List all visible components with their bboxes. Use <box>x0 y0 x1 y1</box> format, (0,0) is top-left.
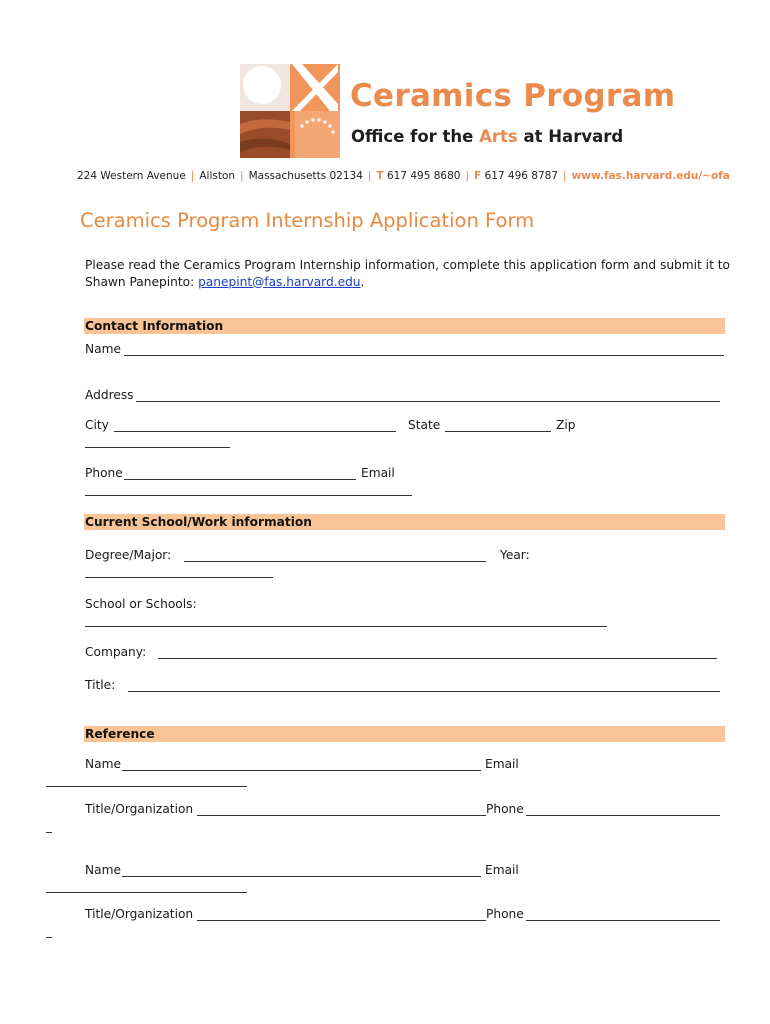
ref1-email-field[interactable] <box>46 775 247 787</box>
section-school-title: Current School/Work information <box>85 515 312 529</box>
title-label: Title: <box>85 678 116 692</box>
ref2-email-field[interactable] <box>46 881 247 893</box>
ref2-phone-label: Phone <box>486 907 524 921</box>
address-street: 224 Western Avenue <box>77 170 186 182</box>
contact-phone-label: Phone <box>85 466 123 480</box>
contact-name-field[interactable] <box>124 344 724 356</box>
ref2-title-org-label: Title/Organization <box>85 907 194 921</box>
brand-subtitle <box>351 127 623 146</box>
ref1-name-label: Name <box>85 757 121 771</box>
ref1-phone-field[interactable] <box>526 804 720 816</box>
section-contact-heading <box>84 318 725 334</box>
fax-label: F <box>474 170 482 182</box>
ref1-title-org-label: Title/Organization <box>85 802 194 816</box>
address-city: Allston <box>199 170 236 182</box>
brand-sub-suffix: at Harvard <box>517 127 624 146</box>
address-state-zip: Massachusetts 02134 <box>248 170 363 182</box>
title-field[interactable] <box>128 680 720 692</box>
ref2-email-label: Email <box>485 863 519 877</box>
ref2-phone-field[interactable] <box>526 909 720 921</box>
ref1-phone-field-cont[interactable] <box>46 821 52 833</box>
company-field[interactable] <box>158 647 717 659</box>
brand-sub-arts: Arts <box>479 127 518 146</box>
phone-label: T <box>376 170 384 182</box>
year-field[interactable] <box>85 566 273 578</box>
section-reference-title: Reference <box>85 727 155 741</box>
contact-city-field[interactable] <box>114 420 396 432</box>
degree-field[interactable] <box>184 550 486 562</box>
degree-label: Degree/Major: <box>85 548 172 562</box>
contact-name-label: Name <box>85 342 121 356</box>
company-label: Company: <box>85 645 147 659</box>
contact-zip-label: Zip <box>556 418 576 432</box>
year-label: Year: <box>500 548 530 562</box>
contact-phone-field[interactable] <box>124 468 356 480</box>
ref1-name-field[interactable] <box>122 759 481 771</box>
phone-number: 617 495 8680 <box>386 170 461 182</box>
ref1-phone-label: Phone <box>486 802 524 816</box>
contact-zip-field[interactable] <box>85 436 230 448</box>
ref1-title-org-field[interactable] <box>197 804 486 816</box>
schools-field[interactable] <box>85 615 607 627</box>
ref2-phone-field-cont[interactable] <box>46 926 52 938</box>
contact-email-link[interactable]: panepint@fas.harvard.edu <box>198 274 361 289</box>
intro-paragraph <box>85 257 735 290</box>
intro-end: . <box>360 274 365 289</box>
ceramics-program-logo <box>240 64 340 158</box>
website-link[interactable]: www.fas.harvard.edu/~ofa <box>571 170 730 182</box>
ref2-name-label: Name <box>85 863 121 877</box>
section-reference-heading <box>84 726 725 742</box>
schools-label: School or Schools: <box>85 597 197 611</box>
intro-text: Please read the Ceramics Program Internship information, complete this application form and submit it to Shawn Panepinto: <box>85 258 730 289</box>
contact-state-field[interactable] <box>445 420 551 432</box>
address-line: 224 Western Avenue | Allston | Massachusetts 02134 | T 617 495 8680 | F 617 496 8787 | www.fas.harvard.edu/~ofa <box>77 170 730 182</box>
section-school-heading <box>84 514 725 530</box>
contact-state-label: State <box>408 418 441 432</box>
fax-number: 617 496 8787 <box>484 170 559 182</box>
contact-email-field[interactable] <box>85 484 412 496</box>
contact-address-label: Address <box>85 388 134 402</box>
form-title: Ceramics Program Internship Application Form <box>80 209 535 232</box>
ref2-title-org-field[interactable] <box>197 909 486 921</box>
contact-city-label: City <box>85 418 109 432</box>
brand-sub-prefix: Office for the <box>351 127 480 146</box>
section-contact-title: Contact Information <box>85 319 224 333</box>
ref1-email-label: Email <box>485 757 519 771</box>
contact-address-field[interactable] <box>136 390 720 402</box>
contact-email-label: Email <box>361 466 395 480</box>
ref2-name-field[interactable] <box>122 865 481 877</box>
brand-title: Ceramics Program <box>350 78 676 114</box>
